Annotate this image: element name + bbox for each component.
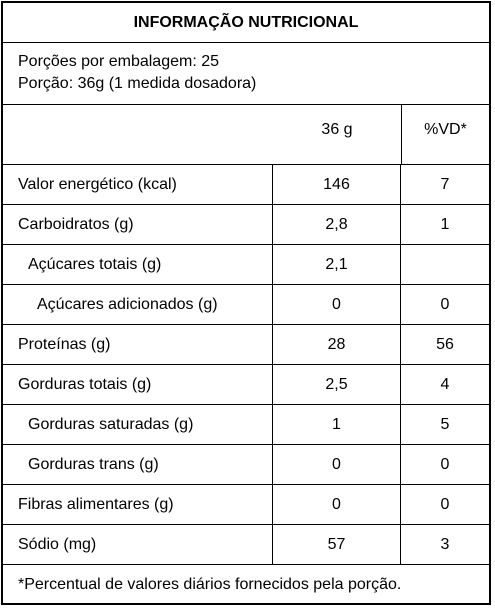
nutrient-dv: 7 — [440, 176, 450, 193]
nutrition-facts-table — [1, 1, 491, 605]
servings-per-package: Porções por embalagem: 25 — [18, 53, 219, 70]
nutrient-amount: 1 — [273, 405, 401, 444]
nutrient-dv: 4 — [440, 376, 450, 393]
nutrient-amount: 0 — [273, 285, 401, 324]
table-row — [3, 165, 489, 205]
nutrient-label: Valor energético (kcal) — [3, 165, 273, 204]
nutrient-dv: 3 — [440, 536, 450, 553]
table-row — [3, 245, 489, 285]
portion-size: Porção: 36g (1 medida dosadora) — [18, 75, 257, 92]
nutrient-amount: 2,8 — [273, 205, 401, 244]
nutrient-label: Açúcares adicionados (g) — [3, 285, 273, 324]
footnote: *Percentual de valores diários fornecidos pela porção. — [18, 576, 402, 593]
table-row — [3, 445, 489, 485]
table-row — [3, 325, 489, 365]
nutrient-amount: 57 — [273, 525, 401, 564]
nutrient-label: Gorduras saturadas (g) — [3, 405, 273, 444]
table-row — [3, 405, 489, 445]
amount-column-header: 36 g — [321, 121, 353, 138]
nutrient-dv: 0 — [440, 296, 450, 313]
nutrient-label: Sódio (mg) — [3, 525, 273, 564]
nutrient-label: Gorduras trans (g) — [3, 445, 273, 484]
table-row — [3, 205, 489, 245]
nutrient-dv: 0 — [440, 456, 450, 473]
serving-info — [3, 43, 489, 105]
nutrient-amount: 2,1 — [273, 245, 401, 284]
dv-column-header: %VD* — [401, 105, 489, 164]
nutrient-label: Gorduras totais (g) — [3, 365, 273, 404]
nutrient-dv: 5 — [440, 416, 450, 433]
column-header-row — [3, 105, 489, 165]
nutrient-amount: 146 — [273, 165, 401, 204]
table-row — [3, 525, 489, 565]
nutrient-label: Fibras alimentares (g) — [3, 485, 273, 524]
nutrient-amount: 28 — [273, 325, 401, 364]
nutrient-label: Açúcares totais (g) — [3, 245, 273, 284]
table-row — [3, 365, 489, 405]
nutrient-dv: 1 — [440, 216, 450, 233]
table-row — [3, 285, 489, 325]
nutrient-dv: 56 — [436, 336, 454, 353]
table-row — [3, 485, 489, 525]
nutrient-rows — [3, 165, 489, 565]
table-title: INFORMAÇÃO NUTRICIONAL — [3, 3, 489, 43]
nutrient-amount: 0 — [273, 485, 401, 524]
nutrient-label: Proteínas (g) — [3, 325, 273, 364]
nutrient-dv — [401, 245, 489, 284]
nutrient-dv: 0 — [440, 496, 450, 513]
nutrient-amount: 2,5 — [273, 365, 401, 404]
nutrient-label: Carboidratos (g) — [3, 205, 273, 244]
nutrient-amount: 0 — [273, 445, 401, 484]
